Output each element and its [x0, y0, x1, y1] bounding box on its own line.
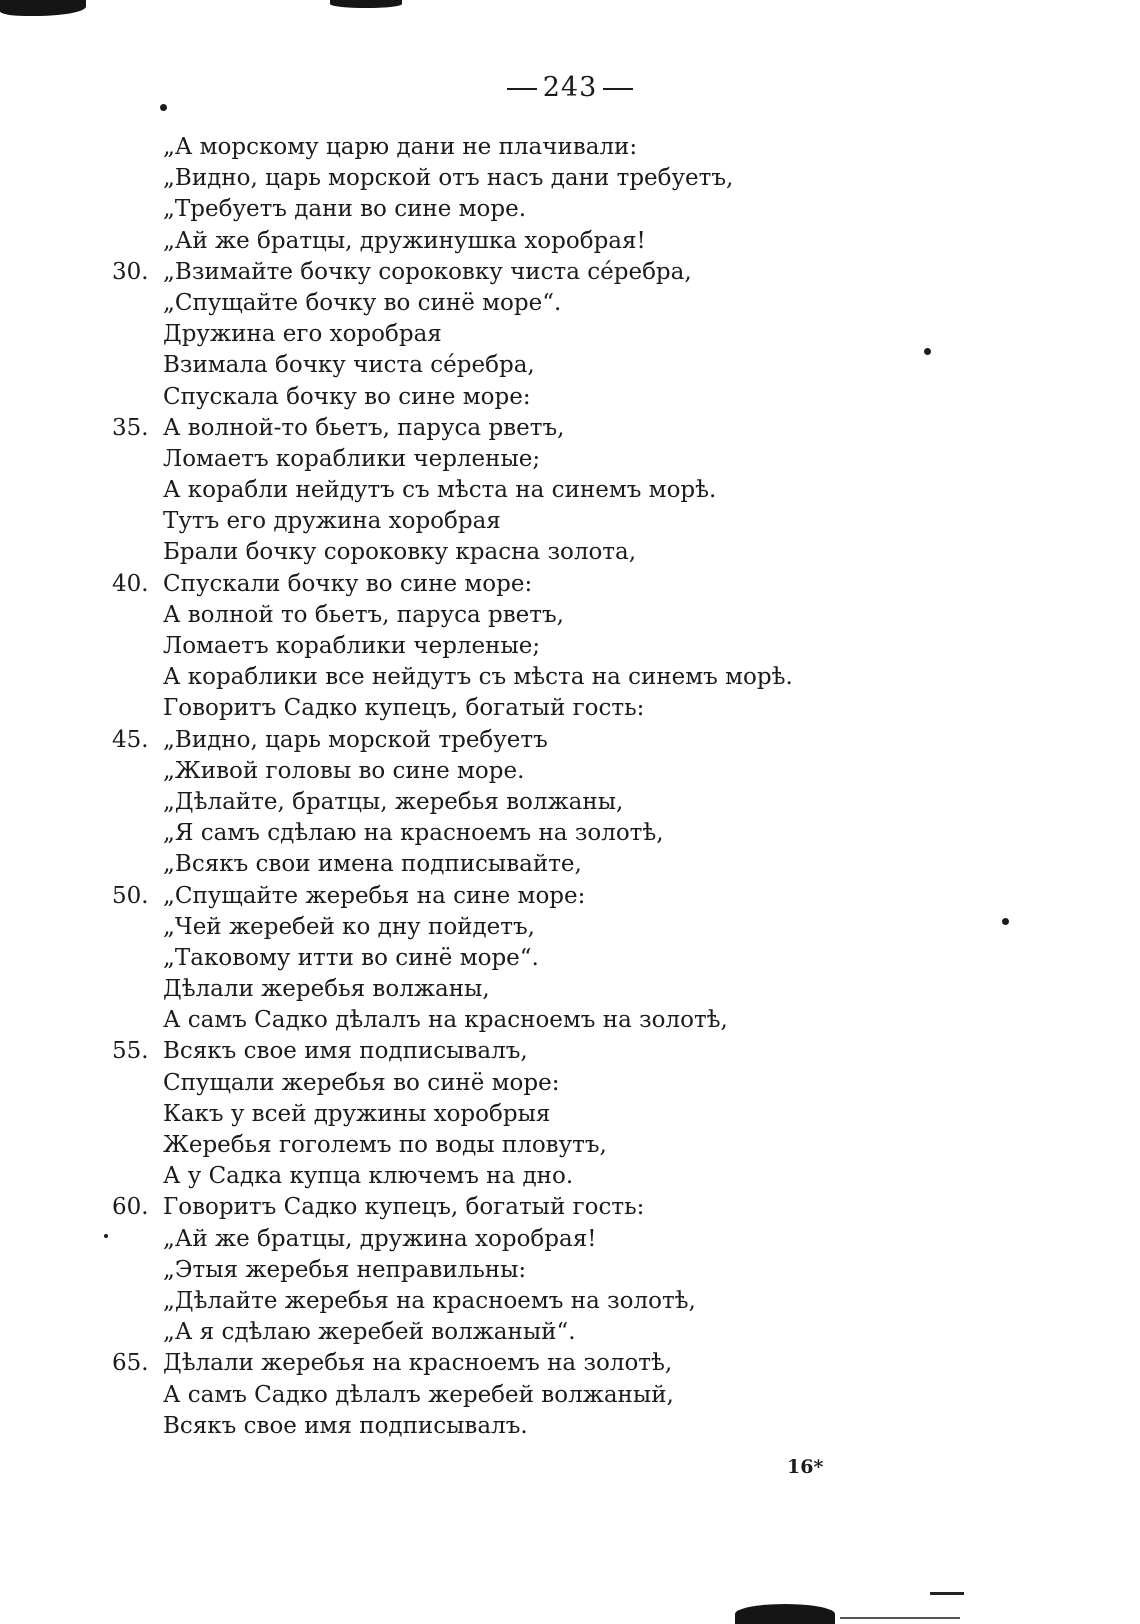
ink-blot: [0, 0, 86, 16]
verse-text: Спускали бочку во сине море:: [163, 570, 533, 597]
verse-number: 55.: [112, 1038, 149, 1065]
verse-line: [0, 226, 1140, 257]
verse-line: [0, 1099, 1140, 1130]
verse-line: [0, 725, 1140, 756]
verse-line: [0, 1130, 1140, 1161]
verse-line: [0, 257, 1140, 288]
verse-text: Дружина его хоробрая: [163, 321, 442, 348]
verse-line: [0, 1036, 1140, 1067]
verse-line: [0, 506, 1140, 537]
verse-line: [0, 475, 1140, 506]
verse-text: Спускала бочку во сине море:: [163, 383, 531, 410]
signature-mark: 16*: [787, 1456, 824, 1478]
verse-line: [0, 537, 1140, 568]
verse-text: „Дѣлайте жеребья на красноемъ на золотѣ,: [163, 1287, 696, 1314]
verse-number: 45.: [112, 726, 149, 753]
verse-line: [0, 943, 1140, 974]
verse-text: А кораблики все нейдутъ съ мѣста на синемъ морѣ.: [163, 664, 793, 691]
verse-text: А волной то бьетъ, паруса рветъ,: [163, 601, 564, 628]
verse-text: „Взимайте бочку сороковку чиста се́ребра,: [163, 258, 692, 285]
verse-line: [0, 382, 1140, 413]
verse-text: Ломаетъ кораблики черленые;: [163, 445, 541, 472]
verse-text: Ломаетъ кораблики черленые;: [163, 633, 541, 659]
verse-text: „Видно, царь морской требуетъ: [163, 726, 548, 753]
page-header: [0, 72, 1140, 103]
verse-text: „Ай же братцы, дружинушка хоробрая!: [163, 227, 646, 254]
verse-text: „Таковому итти во синё море“.: [163, 944, 539, 971]
verse-line: [0, 413, 1140, 444]
verse-text: „Дѣлайте, братцы, жеребья волжаны,: [163, 788, 624, 815]
verse-text: Говоритъ Садко купецъ, богатый гость:: [163, 695, 645, 722]
print-speck: [104, 1234, 108, 1238]
verse-text: А волной-то бьетъ, паруса рветъ,: [163, 414, 565, 441]
verse-line: [0, 288, 1140, 319]
header-dash-right: [603, 88, 633, 90]
verse-text: Дѣлали жеребья на красноемъ на золотѣ,: [163, 1350, 673, 1377]
verse-text: „Спущайте бочку во синё море“.: [163, 289, 562, 316]
verse-text: „Ай же братцы, дружина хоробрая!: [163, 1225, 597, 1252]
verse-number: 40.: [112, 570, 149, 597]
ink-blot: [735, 1604, 835, 1624]
verse-line: [0, 163, 1140, 194]
verse-line: [0, 1411, 1140, 1442]
verse-line: [0, 1317, 1140, 1348]
verse-text: „Спущайте жеребья на сине море:: [163, 882, 586, 909]
verse-text: Дѣлали жеребья волжаны,: [163, 976, 490, 1003]
verse-text: Какъ у всей дружины хоробрыя: [163, 1100, 551, 1127]
verse-line: [0, 974, 1140, 1005]
verse-text: „Этыя жеребья неправильны:: [163, 1256, 527, 1283]
verse-text: А корабли нейдутъ съ мѣста на синемъ морѣ.: [163, 477, 717, 504]
verse-line: [0, 881, 1140, 912]
verse-line: [0, 1224, 1140, 1255]
verse-line: [0, 350, 1140, 381]
verse-number: 35.: [112, 414, 149, 441]
verse-block: [0, 132, 1140, 1442]
verse-number: 30.: [112, 258, 149, 285]
verse-line: [0, 444, 1140, 475]
verse-number: 50.: [112, 882, 149, 909]
verse-text: „А я сдѣлаю жеребей волжаный“.: [163, 1319, 576, 1346]
verse-line: [0, 1068, 1140, 1099]
verse-text: А у Садка купца ключемъ на дно.: [163, 1163, 574, 1190]
verse-text: Всякъ свое имя подписывалъ.: [163, 1412, 528, 1439]
verse-number: 60.: [112, 1194, 149, 1221]
verse-text: А самъ Садко дѣлалъ на красноемъ на золотѣ,: [163, 1007, 728, 1034]
verse-text: „Всякъ свои имена подписывайте,: [163, 851, 582, 878]
verse-line: [0, 756, 1140, 787]
verse-line: [0, 1192, 1140, 1223]
verse-text: „А морскому царю дани не плачивали:: [163, 134, 638, 160]
verse-text: „Видно, царь морской отъ насъ дани требуетъ,: [163, 165, 734, 192]
verse-text: „Я самъ сдѣлаю на красноемъ на золотѣ,: [163, 820, 664, 847]
verse-text: Спущали жеребья во синё море:: [163, 1069, 560, 1096]
verse-text: Тутъ его дружина хоробрая: [163, 508, 501, 535]
verse-line: [0, 849, 1140, 880]
verse-line: [0, 1255, 1140, 1286]
verse-text: „Живой головы во сине море.: [163, 757, 525, 784]
verse-line: [0, 787, 1140, 818]
verse-text: Всякъ свое имя подписывалъ,: [163, 1038, 528, 1065]
verse-line: [0, 600, 1140, 631]
print-speck: [160, 104, 167, 111]
verse-line: [0, 818, 1140, 849]
page-number: 243: [542, 72, 598, 103]
verse-line: [0, 693, 1140, 724]
ink-blot: [330, 0, 402, 8]
print-speck: [1002, 918, 1009, 925]
verse-line: [0, 662, 1140, 693]
verse-line: [0, 194, 1140, 225]
verse-line: [0, 1161, 1140, 1192]
bottom-rule: [930, 1592, 964, 1595]
verse-line: [0, 1286, 1140, 1317]
verse-text: Взимала бочку чиста се́ребра,: [163, 352, 535, 379]
verse-line: [0, 1348, 1140, 1379]
print-speck: [924, 348, 931, 355]
bottom-rule: [840, 1617, 960, 1619]
verse-text: Жеребья гоголемъ по воды пловутъ,: [163, 1132, 607, 1158]
verse-line: [0, 631, 1140, 662]
verse-text: „Чей жеребей ко дну пойдетъ,: [163, 913, 535, 940]
verse-text: Брали бочку сороковку красна золота,: [163, 539, 637, 566]
verse-line: [0, 912, 1140, 943]
verse-number: 65.: [112, 1350, 149, 1377]
verse-line: [0, 1005, 1140, 1036]
header-dash-left: [507, 88, 537, 90]
verse-text: А самъ Садко дѣлалъ жеребей волжаный,: [163, 1381, 674, 1408]
verse-line: [0, 319, 1140, 350]
verse-line: [0, 569, 1140, 600]
verse-line: [0, 1380, 1140, 1411]
verse-text: Говоритъ Садко купецъ, богатый гость:: [163, 1194, 645, 1221]
verse-text: „Требуетъ дани во сине море.: [163, 196, 527, 223]
verse-line: [0, 132, 1140, 163]
